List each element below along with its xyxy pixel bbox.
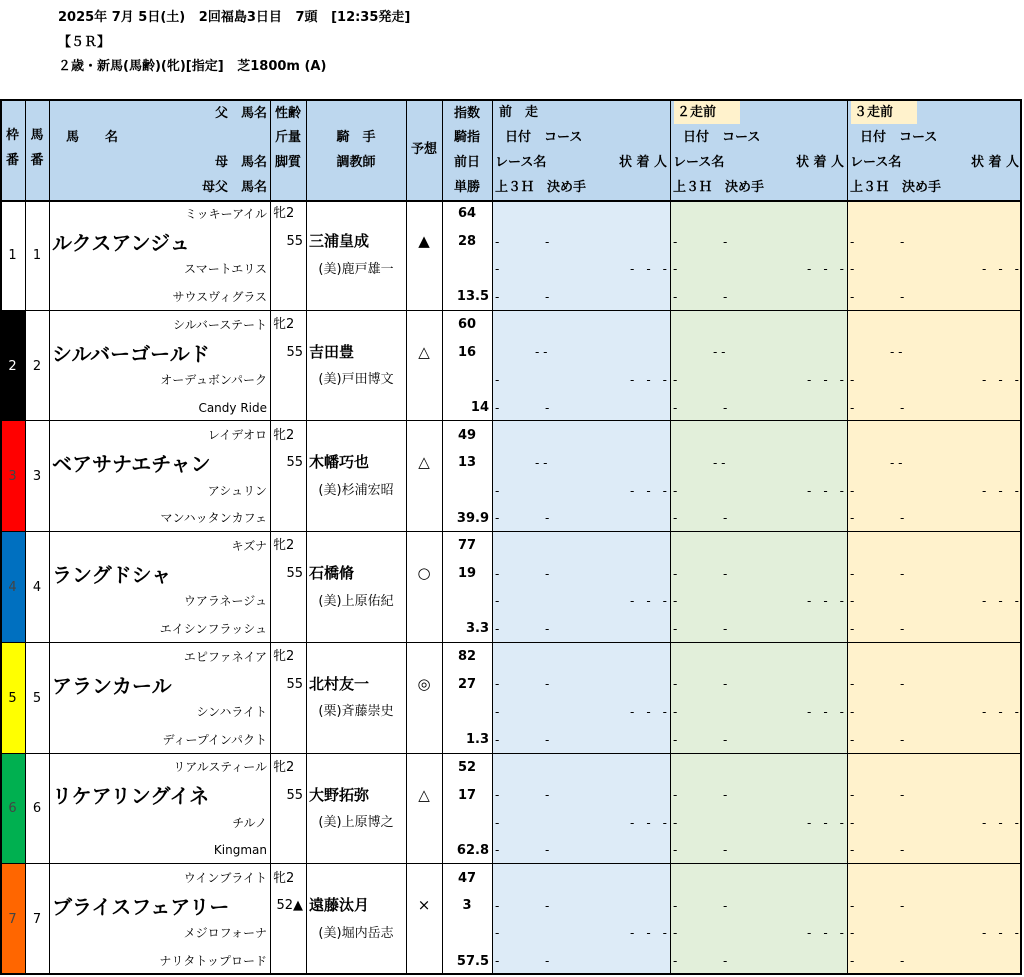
header-horse-name: 馬 名 xyxy=(66,130,119,146)
past-finish-style: - xyxy=(900,511,905,526)
past-course: - xyxy=(723,566,728,581)
sex-age: 牝2 xyxy=(273,317,295,333)
past-result: - - - xyxy=(630,926,667,941)
past-course: - xyxy=(545,788,550,802)
past-date-course: - - xyxy=(535,345,548,360)
index-value: 82 xyxy=(457,649,477,665)
past-course: - xyxy=(900,677,905,692)
damsire-name: マンハッタンカフェ xyxy=(160,511,267,526)
jockey-index: 17 xyxy=(457,787,477,803)
past-date-course: - - xyxy=(713,345,726,360)
past-finish-style: - xyxy=(723,732,728,747)
dam-name: オーデュボンパーク xyxy=(160,372,267,387)
frame-number: 4 xyxy=(8,579,17,595)
past-last3f: - xyxy=(850,843,855,858)
grid-line xyxy=(492,99,493,975)
grid-line xyxy=(270,99,271,975)
past-finish-style: - xyxy=(723,621,728,636)
sire-name: リアルスティール xyxy=(173,760,267,775)
past-last3f: - xyxy=(850,511,855,526)
grid-line xyxy=(847,99,848,975)
past-last3f: - xyxy=(850,400,855,415)
past-result: - - - xyxy=(982,483,1019,498)
past-result: - - - xyxy=(982,594,1019,609)
past-race-name: - xyxy=(673,926,678,941)
past-result: - - - xyxy=(982,926,1019,941)
past-race-name: - xyxy=(495,594,500,609)
sire-name: ウインブライト xyxy=(183,871,267,886)
past-last3f: - xyxy=(673,732,678,747)
frame-number: 5 xyxy=(8,690,17,706)
header-prev-day: 前日 xyxy=(453,154,480,170)
trainer-name: (美)戸田博文 xyxy=(318,372,394,388)
horse-name: ブライスフェアリー xyxy=(52,895,230,920)
jockey-name: 大野拓弥 xyxy=(309,785,370,804)
past-result: - - - xyxy=(982,704,1019,719)
past-course: - xyxy=(900,234,905,249)
header-past-race-name: レース名 xyxy=(850,154,902,170)
past-race-name: - xyxy=(850,262,855,277)
past-race-name: - xyxy=(495,704,500,719)
past-result: - - - xyxy=(982,372,1019,387)
past-race-name: - xyxy=(850,815,855,830)
header-leg: 脚質 xyxy=(274,154,301,170)
past-result: - - - xyxy=(630,372,667,387)
grid-line xyxy=(0,310,1022,311)
past-finish-style: - xyxy=(900,289,905,304)
past-result: - - - xyxy=(630,594,667,609)
header-odds: 単勝 xyxy=(453,179,480,195)
jockey-index: 28 xyxy=(457,234,477,249)
jockey-name: 吉田豊 xyxy=(309,342,355,361)
past-last3f: - xyxy=(850,732,855,747)
trainer-name: (美)堀内岳志 xyxy=(318,925,394,941)
grid-line xyxy=(1020,99,1022,975)
past-result: - - - xyxy=(982,262,1019,277)
past-date: - xyxy=(495,898,500,913)
horse-name: アランカール xyxy=(52,673,172,698)
past-last3f: - xyxy=(673,954,678,969)
damsire-name: Candy Ride xyxy=(198,400,267,415)
index-value: 52 xyxy=(457,759,477,775)
past-race-name: - xyxy=(850,704,855,719)
past-race-name: - xyxy=(673,372,678,387)
header-past-date-course: 日付 コース xyxy=(683,130,761,146)
trainer-name: (美)杉浦宏昭 xyxy=(318,483,394,499)
past-course: - xyxy=(545,898,550,913)
frame-number: 7 xyxy=(8,912,17,928)
past-finish-style: - xyxy=(545,732,550,747)
past-finish-style: - xyxy=(900,732,905,747)
grid-line xyxy=(25,99,26,975)
horse-number: 1 xyxy=(32,247,42,263)
past-finish-style: - xyxy=(723,511,728,526)
prediction-mark: × xyxy=(417,896,431,915)
past-finish-style: - xyxy=(900,843,905,858)
dam-name: ウアラネージュ xyxy=(183,594,267,609)
past-last3f: - xyxy=(495,400,500,415)
carried-weight: 52▲ xyxy=(276,898,303,914)
win-odds: 39.9 xyxy=(456,510,489,526)
header-damsire: 母父 馬名 xyxy=(201,179,267,195)
grid-line xyxy=(306,99,307,975)
past-course: - xyxy=(723,788,728,802)
past-course: - xyxy=(900,788,905,802)
past-race-name: - xyxy=(673,262,678,277)
sex-age: 牝2 xyxy=(273,427,295,443)
grid-line xyxy=(0,863,1022,864)
header-past-last3f: 上３Ｈ 決め手 xyxy=(850,179,942,195)
past-finish-style: - xyxy=(723,843,728,858)
jockey-index: 19 xyxy=(457,566,477,582)
jockey-name: 三浦皇成 xyxy=(309,232,370,250)
past-date: - xyxy=(850,234,855,249)
header-waku: 番 xyxy=(5,152,19,168)
past-race-name: - xyxy=(850,372,855,387)
horse-number: 2 xyxy=(32,358,42,374)
past-race-name: - xyxy=(673,483,678,498)
race-date-line: 2025年 7月 5日(土) 2回福島3日目 7頭 [12:35発走] xyxy=(58,10,411,25)
grid-line xyxy=(0,99,1022,101)
race-number: 【５Ｒ】 xyxy=(58,35,111,50)
win-odds: 1.3 xyxy=(465,732,489,748)
past-date: - xyxy=(673,677,678,692)
past-result: - - - xyxy=(807,594,844,609)
past-date-course: - - xyxy=(890,455,903,470)
past-last3f: - xyxy=(495,621,500,636)
header-dam: 母 馬名 xyxy=(214,154,267,170)
past-finish-style: - xyxy=(900,621,905,636)
past-last3f: - xyxy=(673,843,678,858)
past-course: - xyxy=(545,677,550,692)
past-result: - - - xyxy=(807,483,844,498)
past-date: - xyxy=(673,788,678,802)
past-result: - - - xyxy=(630,815,667,830)
past-course: - xyxy=(723,677,728,692)
frame-number: 6 xyxy=(8,801,17,817)
header-jockey: 騎 手 xyxy=(336,130,376,146)
win-odds: 13.5 xyxy=(456,289,489,305)
past-course: - xyxy=(545,566,550,581)
past-last3f: - xyxy=(495,511,500,526)
past-result: - - - xyxy=(982,815,1019,830)
sire-name: エピファネイア xyxy=(183,649,267,664)
past-finish-style: - xyxy=(900,400,905,415)
damsire-name: Kingman xyxy=(213,843,267,858)
race-card-table xyxy=(0,99,1022,975)
carried-weight: 55 xyxy=(286,344,303,360)
past-date: - xyxy=(673,898,678,913)
prediction-mark: ◎ xyxy=(417,674,431,693)
past-race-name: - xyxy=(495,483,500,498)
prediction-mark: △ xyxy=(418,342,430,361)
past-finish-style: - xyxy=(723,289,728,304)
header-uma: 馬 xyxy=(30,128,44,144)
damsire-name: ディープインパクト xyxy=(162,732,267,747)
index-value: 49 xyxy=(457,427,477,443)
past-course: - xyxy=(900,898,905,913)
header-past-title-2: ２走前 xyxy=(674,101,740,124)
win-odds: 57.5 xyxy=(456,953,489,969)
past-race-name: - xyxy=(495,815,500,830)
horse-name: ラングドシャ xyxy=(52,562,172,587)
header-past-race-name: レース名 xyxy=(673,154,725,170)
sex-age: 牝2 xyxy=(273,538,295,554)
past-finish-style: - xyxy=(545,400,550,415)
past-result: - - - xyxy=(807,372,844,387)
past-date: - xyxy=(495,788,500,802)
horse-name: ルクスアンジュ xyxy=(52,230,190,255)
past-last3f: - xyxy=(495,289,500,304)
dam-name: アシュリン xyxy=(207,483,267,498)
past-race-name: - xyxy=(850,483,855,498)
past-last3f: - xyxy=(850,954,855,969)
header-past-title-1: 前 走 xyxy=(499,104,539,120)
sex-age: 牝2 xyxy=(273,870,295,886)
grid-line xyxy=(0,531,1022,532)
past-last3f: - xyxy=(495,954,500,969)
win-odds: 14 xyxy=(470,400,489,416)
past-race-name: - xyxy=(850,926,855,941)
grid-line xyxy=(49,99,50,975)
jockey-name: 石橋脩 xyxy=(309,564,355,583)
horse-name: シルバーゴールド xyxy=(52,341,210,366)
damsire-name: エイシンフラッシュ xyxy=(159,621,267,636)
past-date-course: - - xyxy=(890,345,903,360)
header-sire: 父 馬名 xyxy=(214,105,267,121)
header-weight: 斤量 xyxy=(274,130,301,146)
past-last3f: - xyxy=(495,732,500,747)
past-finish-style: - xyxy=(545,621,550,636)
past-last3f: - xyxy=(850,289,855,304)
jockey-index: 16 xyxy=(457,344,477,360)
prediction-mark: ○ xyxy=(417,564,431,583)
past-result: - - - xyxy=(630,262,667,277)
past-finish-style: - xyxy=(723,954,728,969)
jockey-name: 木幡巧也 xyxy=(309,453,370,472)
past-finish-style: - xyxy=(545,843,550,858)
grid-line xyxy=(0,973,1022,975)
jockey-name: 北村友一 xyxy=(309,674,370,693)
sire-name: レイデオロ xyxy=(207,428,267,443)
past-date: - xyxy=(673,234,678,249)
past-last3f: - xyxy=(673,511,678,526)
dam-name: シンハライト xyxy=(196,704,267,719)
trainer-name: (美)上原博之 xyxy=(318,815,394,831)
past-result: - - - xyxy=(807,815,844,830)
grid-line xyxy=(0,200,1022,202)
past-date: - xyxy=(850,566,855,581)
win-odds: 62.8 xyxy=(456,842,489,858)
past-finish-style: - xyxy=(545,954,550,969)
horse-number: 3 xyxy=(32,469,42,485)
past-race-name: - xyxy=(673,594,678,609)
sex-age: 牝2 xyxy=(273,649,295,665)
jockey-name: 遠藤汰月 xyxy=(309,896,370,915)
horse-number: 4 xyxy=(32,579,42,595)
past-course: - xyxy=(723,234,728,249)
past-date: - xyxy=(495,677,500,692)
prediction-mark: ▲ xyxy=(418,232,430,250)
index-value: 64 xyxy=(457,206,477,222)
carried-weight: 55 xyxy=(286,566,303,582)
jockey-index: 13 xyxy=(457,455,477,471)
jockey-index: 3 xyxy=(462,898,472,914)
horse-name: ベアサナエチャン xyxy=(52,452,211,477)
past-last3f: - xyxy=(673,400,678,415)
header-mark: 予想 xyxy=(410,142,437,158)
grid-line xyxy=(0,753,1022,754)
past-last3f: - xyxy=(673,289,678,304)
past-course: - xyxy=(545,234,550,249)
damsire-name: ナリタトップロード xyxy=(159,954,267,969)
header-jockey-index: 騎指 xyxy=(453,130,480,146)
past-date-course: - - xyxy=(535,455,548,470)
past-finish-style: - xyxy=(900,954,905,969)
dam-name: スマートエリス xyxy=(183,262,267,277)
trainer-name: (栗)斉藤崇史 xyxy=(318,704,394,720)
sire-name: キズナ xyxy=(231,538,267,553)
past-finish-style: - xyxy=(545,511,550,526)
trainer-name: (美)上原佑紀 xyxy=(318,593,394,609)
header-sex-age: 性齢 xyxy=(274,105,301,121)
past-date: - xyxy=(673,566,678,581)
grid-line xyxy=(406,99,407,975)
index-value: 47 xyxy=(457,870,477,886)
header-past-result: 状 着 人 xyxy=(618,154,667,170)
header-past-result: 状 着 人 xyxy=(795,154,844,170)
header-past-race-name: レース名 xyxy=(495,154,547,170)
index-value: 60 xyxy=(457,317,477,333)
frame-number: 2 xyxy=(8,358,17,374)
past-last3f: - xyxy=(495,843,500,858)
past-finish-style: - xyxy=(545,289,550,304)
past-race-name: - xyxy=(850,594,855,609)
prediction-mark: △ xyxy=(418,785,430,804)
past-result: - - - xyxy=(630,704,667,719)
past-race-name: - xyxy=(495,372,500,387)
past-result: - - - xyxy=(807,926,844,941)
header-past-date-course: 日付 コース xyxy=(505,130,583,146)
dam-name: チルノ xyxy=(232,815,267,830)
horse-number: 5 xyxy=(32,690,42,706)
prediction-mark: △ xyxy=(418,453,430,472)
past-race-name: - xyxy=(673,704,678,719)
past-date: - xyxy=(850,898,855,913)
sex-age: 牝2 xyxy=(273,206,295,222)
past-date: - xyxy=(495,234,500,249)
header-past-title-3: ３走前 xyxy=(851,101,917,124)
carried-weight: 55 xyxy=(286,787,303,803)
dam-name: メジロフォーナ xyxy=(183,926,267,941)
race-conditions: ２歳・新馬(馬齢)(牝)[指定] 芝1800m (A) xyxy=(58,59,327,74)
carried-weight: 55 xyxy=(286,234,303,249)
jockey-index: 27 xyxy=(457,676,477,692)
grid-line xyxy=(442,99,443,975)
past-last3f: - xyxy=(673,621,678,636)
win-odds: 3.3 xyxy=(465,621,489,637)
horse-name: リケアリングイネ xyxy=(52,784,210,809)
horse-number: 6 xyxy=(32,801,42,817)
frame-number: 3 xyxy=(8,469,17,485)
sire-name: シルバーステート xyxy=(172,317,267,332)
past-course: - xyxy=(900,566,905,581)
past-race-name: - xyxy=(495,926,500,941)
past-result: - - - xyxy=(807,262,844,277)
header-past-date-course: 日付 コース xyxy=(860,130,938,146)
carried-weight: 55 xyxy=(286,676,303,692)
past-race-name: - xyxy=(673,815,678,830)
past-date: - xyxy=(850,788,855,802)
header-trainer: 調教師 xyxy=(336,154,376,170)
grid-line xyxy=(0,99,2,975)
past-result: - - - xyxy=(807,704,844,719)
header-past-result: 状 着 人 xyxy=(970,154,1019,170)
carried-weight: 55 xyxy=(286,455,303,471)
past-last3f: - xyxy=(850,621,855,636)
index-value: 77 xyxy=(457,538,477,554)
header-waku: 枠 xyxy=(5,128,19,144)
past-race-name: - xyxy=(495,262,500,277)
past-date: - xyxy=(850,677,855,692)
header-past-last3f: 上３Ｈ 決め手 xyxy=(495,179,587,195)
damsire-name: サウスヴィグラス xyxy=(172,289,267,304)
past-result: - - - xyxy=(630,483,667,498)
frame-number: 1 xyxy=(8,247,17,263)
header-past-last3f: 上３Ｈ 決め手 xyxy=(673,179,765,195)
grid-line xyxy=(0,420,1022,421)
grid-line xyxy=(670,99,671,975)
past-date-course: - - xyxy=(713,455,726,470)
horse-number: 7 xyxy=(32,912,42,928)
past-finish-style: - xyxy=(723,400,728,415)
grid-line xyxy=(0,642,1022,643)
sex-age: 牝2 xyxy=(273,759,295,775)
header-index: 指数 xyxy=(453,105,480,121)
sire-name: ミッキーアイル xyxy=(184,206,267,221)
past-date: - xyxy=(495,566,500,581)
trainer-name: (美)鹿戸雄一 xyxy=(318,261,394,277)
header-uma: 番 xyxy=(30,152,44,168)
past-course: - xyxy=(723,898,728,913)
